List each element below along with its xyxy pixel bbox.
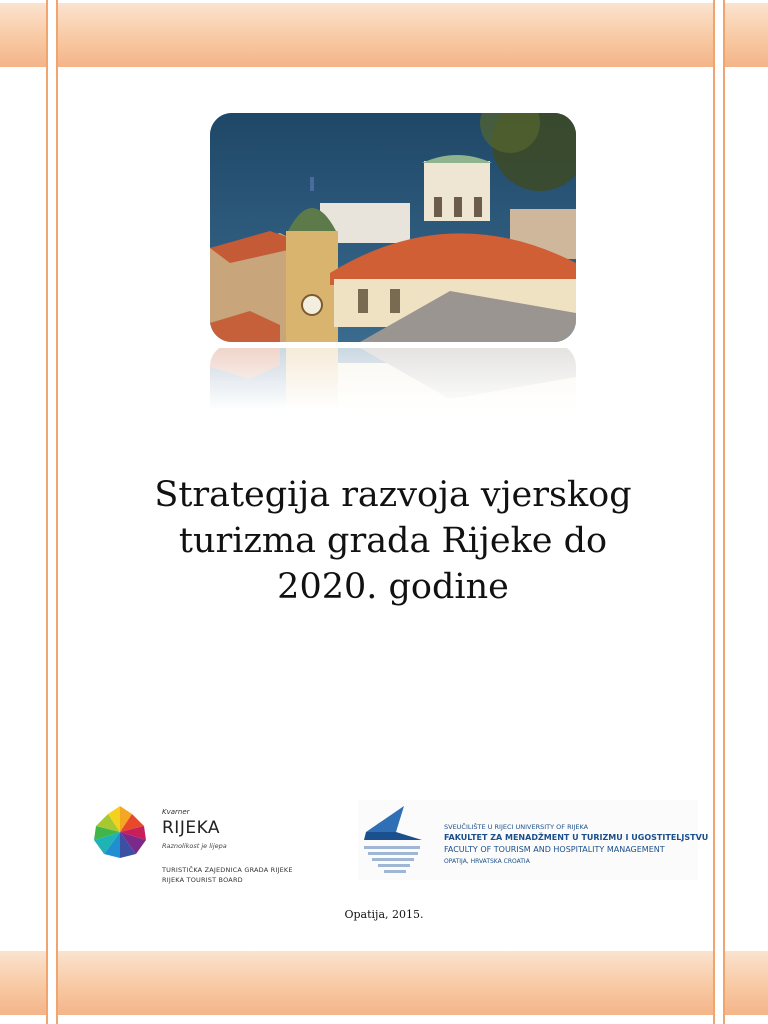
tourist-board-name-hr: TURISTIČKA ZAJEDNICA GRADA RIJEKE [162, 866, 293, 874]
faculty-location: OPATIJA, HRVATSKA CROATIA [444, 858, 530, 865]
top-decorative-band [0, 3, 768, 67]
faculty-university-name: SVEUČILIŠTE U RIJECI UNIVERSITY OF RIJEKA [444, 823, 589, 831]
document-title [80, 472, 706, 610]
document-title-line-2: turizma grada Rijeke do [178, 521, 608, 561]
document-title-line-3: 2020. godine [277, 567, 509, 607]
rijeka-logo-wordmark: RIJEKA [162, 818, 221, 838]
rijeka-star-logo-icon [92, 804, 148, 860]
faculty-wave-logo-icon [360, 802, 428, 878]
tourist-board-name-en: RIJEKA TOURIST BOARD [162, 876, 243, 884]
bottom-decorative-band [0, 951, 768, 1015]
cover-photo-reflection [210, 344, 576, 410]
rijeka-logo-kvarner: Kvarner [162, 808, 190, 816]
cover-photo-rijeka-rooftops [210, 113, 576, 342]
document-title-line-1: Strategija razvoja vjerskog [154, 475, 632, 515]
faculty-name-en: FACULTY OF TOURISM AND HOSPITALITY MANAGEMENT [444, 845, 665, 854]
faculty-name-hr: FAKULTET ZA MENADŽMENT U TURIZMU I UGOSTITELJSTVU [444, 833, 709, 842]
right-frame-line [713, 0, 725, 1024]
place-and-date: Opatija, 2015. [344, 908, 424, 921]
rijeka-logo-slogan: Raznolikost je lijepa [162, 842, 227, 850]
left-frame-line [46, 0, 58, 1024]
